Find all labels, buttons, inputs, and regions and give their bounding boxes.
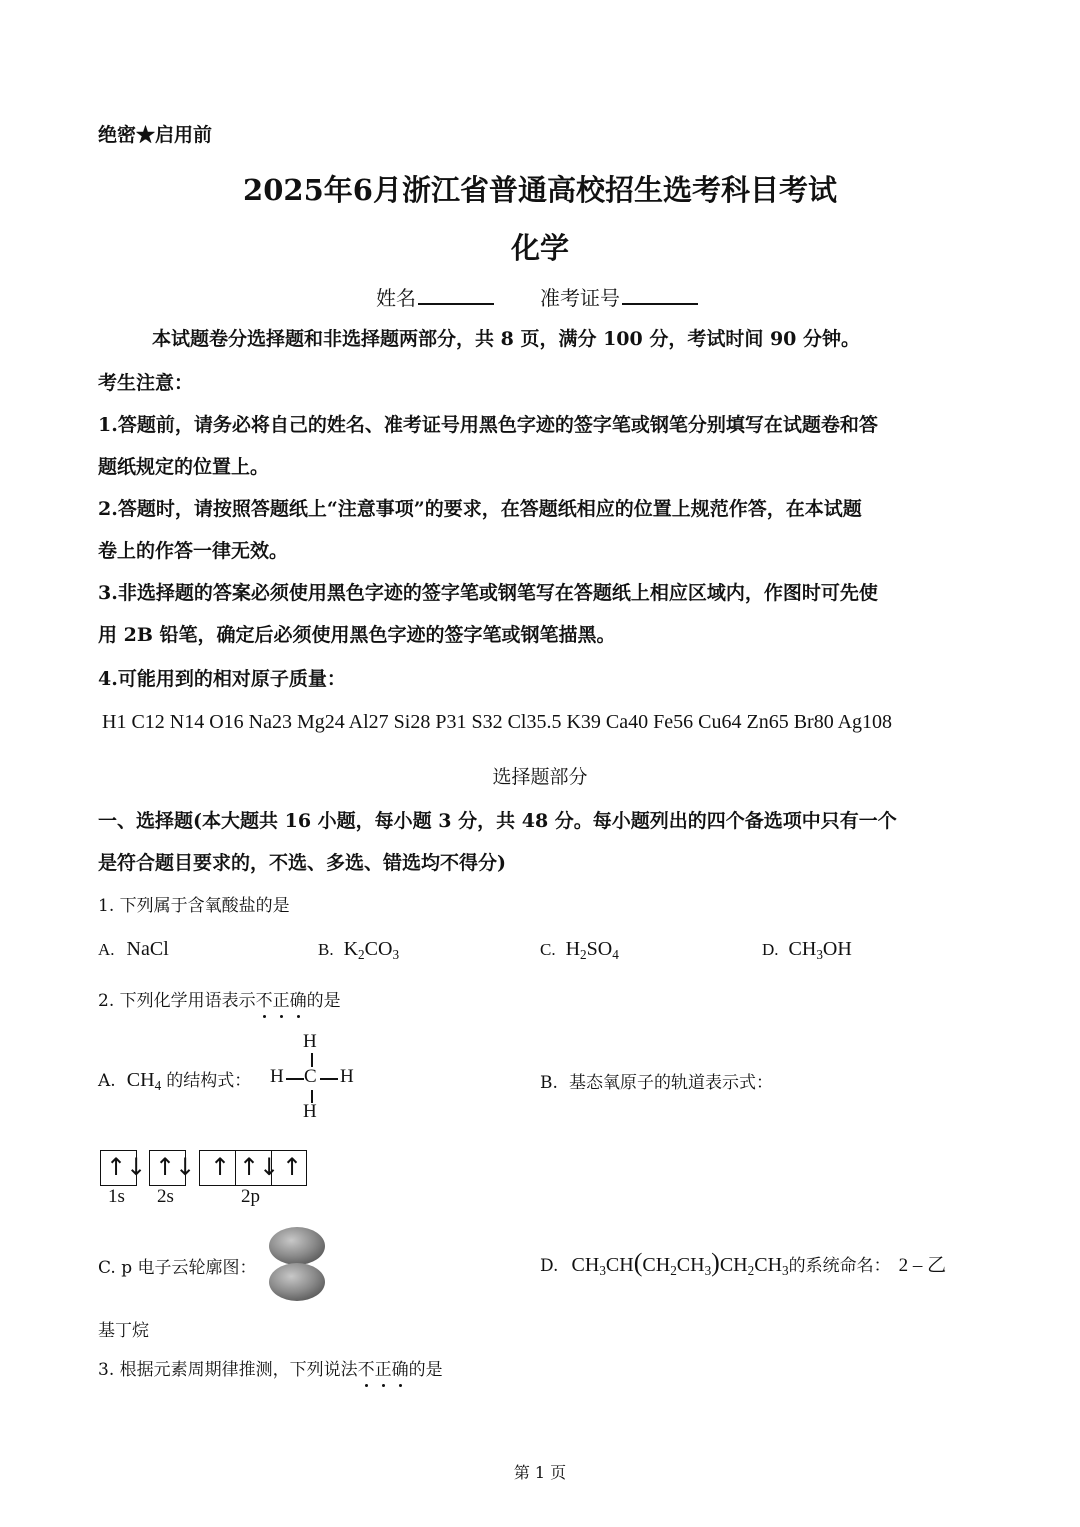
q1-a-text: NaCl xyxy=(126,938,169,960)
q2-d-name-part2: 基丁烷 xyxy=(98,1321,149,1341)
confidential-label: 绝密★启用前 xyxy=(98,124,213,146)
q1-c-label: C. xyxy=(540,940,556,959)
orbital-diagram xyxy=(100,1150,340,1190)
notice-2-line2: 卷上的作答一律无效。 xyxy=(98,540,289,562)
notice-4: 4.可能用到的相对原子质量： xyxy=(98,668,346,690)
q2-a-label: A. xyxy=(98,1071,116,1091)
q1-option-a xyxy=(98,938,169,961)
q2-d-name-part1: 2 – 乙 xyxy=(898,1255,947,1276)
orbital-1s-arrows: ↑↓ xyxy=(106,1153,147,1181)
notice-title: 考生注意： xyxy=(98,372,194,394)
notice-3-line1: 3.非选择题的答案必须使用黑色字迹的签字笔或钢笔写在答题纸上相应区域内，作图时可先使 xyxy=(98,582,878,604)
q2-option-c: C. p 电子云轮廓图： xyxy=(98,1258,257,1278)
orbital-2p-x-arrow: ↑ xyxy=(210,1153,231,1181)
intro-text: 本试题卷分选择题和非选择题两部分，共 8 页，满分 100 分，考试时间 90 分钟。 xyxy=(152,328,861,350)
q3-stem xyxy=(98,1355,443,1380)
p-orbital-bottom-lobe xyxy=(269,1263,325,1301)
exam-title: 2025年6月浙江省普通高校招生选考科目考试 xyxy=(243,173,837,207)
q1-a-label: A. xyxy=(98,940,115,959)
q1-b-formula: $K_2CO_3$ xyxy=(343,938,400,962)
q2-a-formula: $CH_4$ xyxy=(126,1069,162,1093)
q1-d-label: D. xyxy=(762,940,779,959)
q2-d-text: 的系统命名： xyxy=(788,1256,891,1276)
notice-2-line1: 2.答题时，请按照答题纸上“注意事项”的要求，在答题纸相应的位置上规范作答，在本试题 xyxy=(98,498,862,520)
notice-1-line2: 题纸规定的位置上。 xyxy=(98,456,270,478)
id-label: 准考证号 xyxy=(540,286,620,310)
orbital-2p-y-arrows: ↑↓ xyxy=(239,1153,280,1181)
q1-option-c xyxy=(540,938,619,961)
q2-stem xyxy=(98,986,341,1011)
subject-title: 化学 xyxy=(510,231,569,265)
q1-stem: 1. 下列属于含氧酸盐的是 xyxy=(98,896,290,916)
q3-stem-post: 的是 xyxy=(408,1360,443,1380)
struct-h-top: H xyxy=(303,1031,317,1052)
name-label: 姓名 xyxy=(376,286,416,310)
q2-option-a xyxy=(98,1066,251,1092)
struct-h-bottom: H xyxy=(303,1101,317,1122)
q2-option-d xyxy=(540,1248,946,1278)
q3-stem-emphasis: 不正确 xyxy=(357,1360,409,1380)
q2-d-formula: $CH_3CH(CH_2CH_3)CH_2CH_3$ xyxy=(571,1248,789,1278)
atomic-masses: H1 C12 N14 O16 Na23 Mg24 Al27 Si28 P31 S32 Cl35.5 K39 Ca40 Fe56 Cu64 Zn65 Br80 Ag108 xyxy=(102,711,893,733)
section-title: 选择题部分 xyxy=(492,766,588,788)
q1-option-d xyxy=(762,938,852,961)
struct-bond-top xyxy=(311,1053,313,1067)
name-field xyxy=(376,282,494,311)
part1-line2: 是符合题目要求的，不选、多选、错选均不得分) xyxy=(98,852,506,874)
p-orbital-top-lobe xyxy=(269,1227,325,1265)
q2-stem-post: 的是 xyxy=(306,991,341,1011)
notice-1-line1: 1.答题前，请务必将自己的姓名、准考证号用黑色字迹的签字笔或钢笔分别填写在试题卷和答 xyxy=(98,414,878,436)
q1-d-formula: $CH_3OH$ xyxy=(788,938,852,962)
struct-bond-left xyxy=(286,1078,304,1080)
q2-b-text: 基态氧原子的轨道表示式： xyxy=(569,1073,773,1093)
orbital-label-1s: 1s xyxy=(108,1186,125,1207)
orbital-2s-arrows: ↑↓ xyxy=(155,1153,196,1181)
struct-h-left: H xyxy=(270,1066,284,1087)
q2-d-label: D. xyxy=(540,1256,559,1276)
q3-stem-pre: 3. 根据元素周期律推测，下列说法 xyxy=(98,1360,358,1380)
q1-option-b xyxy=(318,938,399,961)
notice-3-line2: 用 2B 铅笔，确定后必须使用黑色字迹的签字笔或钢笔描黑。 xyxy=(98,624,616,646)
id-blank xyxy=(622,302,698,305)
p-orbital-image xyxy=(266,1226,328,1302)
q1-c-formula: $H_2SO_4$ xyxy=(565,938,619,962)
orbital-2p-divider-1 xyxy=(235,1150,236,1186)
name-blank xyxy=(418,302,494,305)
page-number: 第 1 页 xyxy=(513,1463,567,1482)
orbital-label-2p: 2p xyxy=(241,1186,260,1207)
q1-b-label: B. xyxy=(318,940,334,959)
q2-a-text: 的结构式： xyxy=(166,1071,252,1091)
q2-b-label: B. xyxy=(540,1073,558,1093)
id-field xyxy=(540,282,698,311)
struct-h-right: H xyxy=(340,1066,354,1087)
struct-bond-right xyxy=(320,1078,338,1080)
orbital-2p-z-arrow: ↑ xyxy=(282,1153,303,1181)
q2-stem-pre: 2. 下列化学用语表示 xyxy=(98,991,256,1011)
q2-stem-emphasis: 不正确 xyxy=(255,991,307,1011)
q2-option-b xyxy=(540,1068,773,1093)
orbital-label-2s: 2s xyxy=(157,1186,174,1207)
struct-c-center: C xyxy=(304,1066,317,1087)
part1-line1: 一、选择题(本大题共 16 小题，每小题 3 分，共 48 分。每小题列出的四个备选项中只有一个 xyxy=(98,810,897,832)
